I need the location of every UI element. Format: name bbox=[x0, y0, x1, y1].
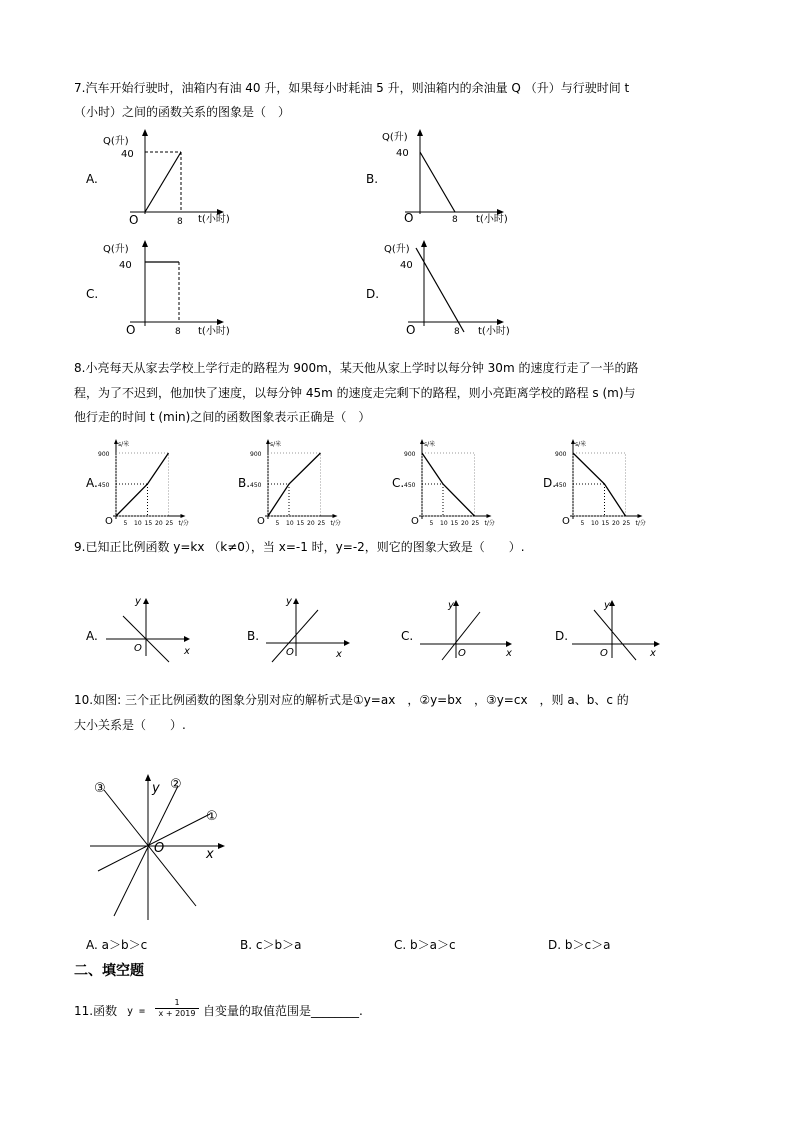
q8d-x-tick-25: 25 bbox=[622, 520, 631, 527]
q8d-x-label: t/分 bbox=[635, 520, 646, 527]
q8a-x-tick-15: 15 bbox=[144, 520, 153, 527]
q10-option-a[interactable]: A. a＞b＞c bbox=[86, 938, 148, 952]
q7-graph-a bbox=[100, 128, 280, 228]
q7-option-c[interactable]: C. bbox=[86, 287, 99, 301]
q7-option-b[interactable]: B. bbox=[366, 172, 379, 186]
q9-graph-a bbox=[96, 596, 196, 658]
q9-line1: 9.已知正比例函数 y=kx （k≠0），当 x=-1 时，y=-2，则它的图象大致是（ ）. bbox=[74, 540, 525, 554]
q11-numerator: 1 bbox=[174, 998, 180, 1007]
q11-denominator: x + 2019 bbox=[155, 1008, 199, 1019]
q8c-x-tick-25: 25 bbox=[471, 520, 480, 527]
q10-line1: 10.如图: 三个正比例函数的图象分别对应的解析式是①y=ax ，②y=bx ，③y=cx ，则 a、b、c 的 bbox=[74, 693, 629, 707]
q11-fraction bbox=[155, 998, 199, 1019]
q8-line2: 程，为了不迟到，他加快了速度，以每分钟 45m 的速度走完剩下的路程，则小亮距离学校的路程 s (m)与 bbox=[74, 386, 636, 400]
q7-a-y-label: Q(升) bbox=[103, 136, 129, 147]
q7-d-origin: O bbox=[406, 323, 416, 337]
q8a-x-arrow bbox=[181, 514, 186, 518]
q11-y-eq: y = bbox=[127, 1006, 146, 1017]
q9-b-x: x bbox=[336, 649, 342, 660]
q8c-y-label: s/米 bbox=[424, 441, 436, 448]
q9-d-y: y bbox=[604, 600, 610, 611]
q9-option-a[interactable]: A. bbox=[86, 629, 98, 643]
q8c-x-tick-10: 10 bbox=[440, 520, 448, 527]
q8-line3: 他行走的时间 t (min)之间的函数图象表示正确是（ ） bbox=[74, 410, 371, 424]
q8b-y-top: 900 bbox=[250, 451, 262, 458]
section-title-fill-in: 二、填空题 bbox=[74, 963, 144, 979]
q9-a-x: x bbox=[184, 646, 190, 657]
q7-b-y-label: Q(升) bbox=[382, 132, 408, 143]
q9-d-o: O bbox=[600, 648, 608, 659]
q10-l3: ③ bbox=[94, 781, 106, 796]
q8b-x-tick-10: 10 bbox=[286, 520, 294, 527]
q7-c-y-label: Q(升) bbox=[103, 244, 129, 255]
q8c-x-label: t/分 bbox=[484, 520, 495, 527]
q8b-x-label: t/分 bbox=[330, 520, 341, 527]
q8d-series-line bbox=[573, 453, 626, 516]
q8d-y-top: 900 bbox=[555, 451, 567, 458]
q10-graph bbox=[84, 770, 234, 930]
q7-d-x-label: t(小时) bbox=[478, 326, 510, 337]
q8d-x-tick-10: 10 bbox=[591, 520, 599, 527]
q8a-x-tick-10: 10 bbox=[134, 520, 142, 527]
q10-option-d[interactable]: D. b＞c＞a bbox=[548, 938, 611, 952]
q8d-origin: O bbox=[562, 516, 570, 527]
q7-graph-d bbox=[380, 238, 560, 338]
q9-a-y: y bbox=[135, 596, 141, 607]
q10-option-b[interactable]: B. c＞b＞a bbox=[240, 938, 302, 952]
q9-c-x: x bbox=[506, 648, 512, 659]
q7-c-y-value: 40 bbox=[119, 260, 132, 271]
q7-a-x-value: 8 bbox=[177, 217, 183, 227]
q8b-y-mid: 450 bbox=[250, 482, 262, 489]
q8b-x-tick-15: 15 bbox=[296, 520, 305, 527]
q9-graph-c bbox=[412, 596, 512, 658]
q8a-grid bbox=[116, 453, 169, 516]
q8d-x-tick-20: 20 bbox=[612, 520, 620, 527]
q8a-x-tick-5: 5 bbox=[123, 520, 128, 527]
q7-c-x-label: t(小时) bbox=[198, 326, 230, 337]
q9-c-y: y bbox=[448, 600, 454, 611]
q8c-series-line bbox=[422, 453, 475, 516]
q9-c-o: O bbox=[458, 648, 466, 659]
q9-option-c[interactable]: C. bbox=[401, 629, 414, 643]
q10-o: O bbox=[154, 841, 165, 856]
q8-graph-d bbox=[555, 438, 650, 528]
q8c-x-tick-15: 15 bbox=[450, 520, 459, 527]
q7-b-x-value: 8 bbox=[452, 215, 458, 225]
q8b-series-line bbox=[268, 453, 321, 516]
q8b-x-arrow bbox=[333, 514, 338, 518]
q7-a-origin: O bbox=[129, 213, 139, 227]
q9-a-o: O bbox=[134, 643, 142, 654]
q9-b-y: y bbox=[286, 596, 292, 607]
q7-line2: （小时）之间的函数关系的图象是（ ） bbox=[74, 105, 291, 119]
q8c-x-tick-5: 5 bbox=[429, 520, 434, 527]
q8d-x-tick-15: 15 bbox=[601, 520, 610, 527]
q8b-grid bbox=[268, 453, 321, 516]
q8b-x-tick-20: 20 bbox=[307, 520, 315, 527]
q10-y: y bbox=[152, 781, 160, 796]
q8a-y-mid: 450 bbox=[98, 482, 110, 489]
q10-x: x bbox=[206, 847, 214, 862]
q9-option-b[interactable]: B. bbox=[247, 629, 260, 643]
q8b-y-label: s/米 bbox=[270, 441, 282, 448]
q7-a-y-value: 40 bbox=[121, 149, 134, 160]
q9-graph-b bbox=[256, 596, 356, 658]
q7-line1: 7.汽车开始行驶时，油箱内有油 40 升，如果每小时耗油 5 升，则油箱内的余油量 Q （升）与行驶时间 t bbox=[74, 81, 630, 95]
q8d-x-tick-5: 5 bbox=[580, 520, 585, 527]
q11-suffix: 自变量的取值范围是________. bbox=[203, 1004, 363, 1018]
q9-option-d[interactable]: D. bbox=[555, 629, 569, 643]
q7-a-x-label: t(小时) bbox=[198, 214, 230, 225]
q10-line2: 大小关系是（ ）. bbox=[74, 718, 186, 732]
q8c-y-mid: 450 bbox=[404, 482, 416, 489]
q8a-y-label: s/米 bbox=[118, 441, 130, 448]
q7-c-x-value: 8 bbox=[175, 327, 181, 337]
q8-graph-b bbox=[250, 438, 345, 528]
q8c-grid bbox=[422, 453, 475, 516]
q7-graph-b bbox=[380, 128, 560, 228]
q10-l2: ② bbox=[170, 777, 182, 792]
q7-d-x-value: 8 bbox=[454, 327, 460, 337]
q7-b-x-label: t(小时) bbox=[476, 214, 508, 225]
q7-option-d[interactable]: D. bbox=[366, 287, 380, 301]
q8a-series-line bbox=[116, 453, 169, 516]
q8d-y-label: s/米 bbox=[575, 441, 587, 448]
q8-option-c[interactable]: C. bbox=[392, 476, 405, 490]
q8b-x-tick-25: 25 bbox=[317, 520, 326, 527]
q8-option-b[interactable]: B. bbox=[238, 476, 251, 490]
q7-d-y-value: 40 bbox=[400, 260, 413, 271]
q8b-origin: O bbox=[257, 516, 265, 527]
q7-c-origin: O bbox=[126, 323, 136, 337]
q8b-x-tick-5: 5 bbox=[275, 520, 280, 527]
q7-b-y-value: 40 bbox=[396, 148, 409, 159]
q9-b-o: O bbox=[286, 647, 294, 658]
q9-graph-d bbox=[566, 596, 666, 658]
q8d-x-arrow bbox=[638, 514, 643, 518]
q9-d-x: x bbox=[650, 648, 656, 659]
q10-option-c[interactable]: C. b＞a＞c bbox=[394, 938, 456, 952]
q8-graph-c bbox=[404, 438, 499, 528]
q8a-x-tick-20: 20 bbox=[155, 520, 163, 527]
q8c-origin: O bbox=[411, 516, 419, 527]
q8d-y-mid: 450 bbox=[555, 482, 567, 489]
q8-option-d[interactable]: D. bbox=[543, 476, 557, 490]
q8-graph-a bbox=[98, 438, 193, 528]
q8a-x-tick-25: 25 bbox=[165, 520, 174, 527]
q7-d-y-label: Q(升) bbox=[384, 244, 410, 255]
q7-b-origin: O bbox=[404, 211, 414, 225]
q7-graph-c bbox=[100, 238, 280, 338]
q8-option-a[interactable]: A. bbox=[86, 476, 98, 490]
q8-line1: 8.小亮每天从家去学校上学行走的路程为 900m，某天他从家上学时以每分钟 30m 的速度行走了一半的路 bbox=[74, 361, 639, 375]
q8a-y-top: 900 bbox=[98, 451, 110, 458]
q8c-y-top: 900 bbox=[404, 451, 416, 458]
q8d-grid bbox=[573, 453, 626, 516]
q10-l1: ① bbox=[206, 809, 218, 824]
q7-option-a[interactable]: A. bbox=[86, 172, 98, 186]
q8c-x-tick-20: 20 bbox=[461, 520, 469, 527]
q8a-x-label: t/分 bbox=[178, 520, 189, 527]
q8c-x-arrow bbox=[487, 514, 492, 518]
q8a-origin: O bbox=[105, 516, 113, 527]
q11-prefix: 11.函数 bbox=[74, 1004, 118, 1018]
